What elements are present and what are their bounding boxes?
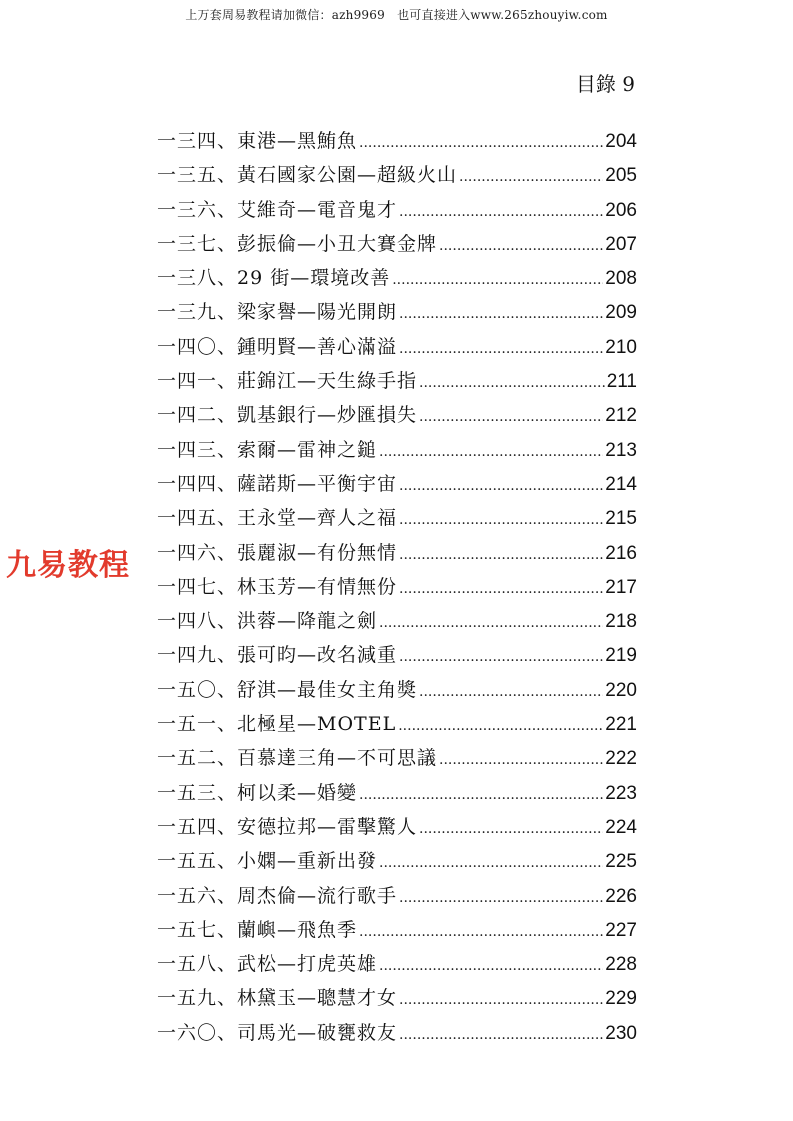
entry-title: 武松—打虎英雄 xyxy=(237,953,378,976)
entry-number: 一四六、 xyxy=(157,541,238,564)
toc-entry[interactable] xyxy=(157,538,637,572)
entry-title: 薩諾斯—平衡宇宙 xyxy=(237,472,398,495)
dot-leader xyxy=(439,238,603,254)
dot-leader xyxy=(399,992,603,1008)
toc-entry[interactable] xyxy=(157,297,637,331)
page-heading: 目錄 9 xyxy=(575,72,635,96)
dot-leader xyxy=(379,855,603,871)
dot-leader xyxy=(399,1027,603,1043)
toc-entry[interactable] xyxy=(157,160,637,194)
dot-leader xyxy=(379,444,603,460)
toc-entry[interactable] xyxy=(157,846,637,880)
entry-page-number: 229 xyxy=(605,988,637,1010)
dot-leader xyxy=(419,684,603,700)
entry-title: 艾維奇—電音鬼才 xyxy=(237,198,398,221)
entry-page-number: 219 xyxy=(605,645,637,667)
entry-number: 一四四、 xyxy=(157,472,238,495)
toc-entry[interactable] xyxy=(157,983,637,1017)
entry-page-number: 225 xyxy=(605,851,637,873)
toc-entry[interactable] xyxy=(157,709,637,743)
entry-number: 一三六、 xyxy=(157,198,238,221)
entry-page-number: 227 xyxy=(605,919,637,941)
entry-title: 梁家譽—陽光開朗 xyxy=(237,301,398,324)
entry-page-number: 211 xyxy=(606,371,637,393)
dot-leader xyxy=(399,649,603,665)
entry-page-number: 206 xyxy=(605,199,637,221)
dot-leader xyxy=(399,478,603,494)
toc-entry[interactable] xyxy=(157,469,637,503)
entry-title: 百慕達三角—不可思議 xyxy=(237,747,438,770)
dot-leader xyxy=(359,924,603,940)
entry-number: 一五九、 xyxy=(157,987,238,1010)
header-watermark: 上万套周易教程请加微信：azh9969 也可直接进入www.265zhouyiw.com xyxy=(185,8,608,22)
entry-number: 一四三、 xyxy=(157,438,238,461)
entry-page-number: 205 xyxy=(605,165,637,187)
entry-number: 一五一、 xyxy=(157,713,238,736)
entry-number: 一四二、 xyxy=(157,404,238,427)
dot-leader xyxy=(399,341,603,357)
toc-entry[interactable] xyxy=(157,435,637,469)
dot-leader xyxy=(439,752,603,768)
entry-title: 莊錦江—天生綠手指 xyxy=(237,370,418,393)
entry-number: 一五七、 xyxy=(157,918,238,941)
toc-entry[interactable] xyxy=(157,881,637,915)
dot-leader xyxy=(419,409,603,425)
entry-number: 一三五、 xyxy=(157,164,238,187)
entry-page-number: 204 xyxy=(605,131,637,152)
side-watermark: 九易教程 xyxy=(6,548,130,583)
toc-entry[interactable] xyxy=(157,743,637,777)
entry-title: 29 街—環境改善 xyxy=(237,267,391,290)
dot-leader xyxy=(399,581,603,597)
dot-leader xyxy=(359,135,603,151)
entry-page-number: 224 xyxy=(605,816,637,838)
entry-number: 一四〇、 xyxy=(157,335,238,358)
entry-page-number: 228 xyxy=(605,954,637,976)
entry-number: 一五〇、 xyxy=(157,678,238,701)
entry-title: 周杰倫—流行歌手 xyxy=(237,884,398,907)
toc-entry[interactable] xyxy=(157,675,637,709)
dot-leader xyxy=(398,718,603,734)
dot-leader xyxy=(399,547,603,563)
entry-title: 安德拉邦—雷擊驚人 xyxy=(237,815,418,838)
entry-page-number: 220 xyxy=(605,679,637,701)
toc-entry[interactable] xyxy=(157,949,637,983)
entry-title: 張麗淑—有份無情 xyxy=(237,541,398,564)
entry-page-number: 226 xyxy=(605,885,637,907)
entry-number: 一五六、 xyxy=(157,884,238,907)
entry-page-number: 218 xyxy=(605,611,637,633)
entry-title: 凱基銀行—炒匯損失 xyxy=(237,404,418,427)
dot-leader xyxy=(419,821,603,837)
toc-entry[interactable] xyxy=(157,606,637,640)
entry-title: 林玉芳—有情無份 xyxy=(237,575,398,598)
entry-title: 北極星—MOTEL xyxy=(237,713,397,736)
toc-entry[interactable] xyxy=(157,503,637,537)
entry-title: 王永堂—齊人之福 xyxy=(237,507,398,530)
toc-entry[interactable] xyxy=(157,195,637,229)
dot-leader xyxy=(399,306,603,322)
dot-leader xyxy=(399,512,603,528)
entry-title: 柯以柔—婚變 xyxy=(237,781,358,804)
entry-title: 舒淇—最佳女主角獎 xyxy=(237,678,418,701)
dot-leader xyxy=(399,204,603,220)
entry-page-number: 215 xyxy=(605,508,637,530)
toc-entry[interactable] xyxy=(157,812,637,846)
entry-title: 司馬光—破甕救友 xyxy=(237,1021,398,1044)
toc-entry[interactable] xyxy=(157,126,637,160)
entry-page-number: 210 xyxy=(605,336,637,358)
entry-page-number: 230 xyxy=(605,1022,637,1044)
toc-entry[interactable] xyxy=(157,366,637,400)
toc-entry[interactable] xyxy=(157,778,637,812)
entry-title: 蘭嶼—飛魚季 xyxy=(237,918,358,941)
entry-title: 鍾明賢—善心滿溢 xyxy=(237,335,398,358)
entry-page-number: 213 xyxy=(605,439,637,461)
entry-title: 小嫻—重新出發 xyxy=(237,850,378,873)
entry-number: 一三八、 xyxy=(157,267,238,290)
entry-number: 一四八、 xyxy=(157,610,238,633)
entry-title: 索爾—雷神之鎚 xyxy=(237,438,378,461)
entry-number: 一四五、 xyxy=(157,507,238,530)
entry-title: 東港—黑鮪魚 xyxy=(237,130,358,152)
entry-number: 一五三、 xyxy=(157,781,238,804)
entry-page-number: 222 xyxy=(605,748,637,770)
entry-page-number: 221 xyxy=(605,714,637,736)
entry-title: 彭振倫—小丑大賽金牌 xyxy=(237,232,438,255)
entry-page-number: 216 xyxy=(605,542,637,564)
toc-entry[interactable] xyxy=(157,229,637,263)
entry-title: 洪蓉—降龍之劍 xyxy=(237,610,378,633)
dot-leader xyxy=(379,958,603,974)
entry-number: 一六〇、 xyxy=(157,1021,238,1044)
dot-leader xyxy=(379,615,603,631)
toc-entry[interactable] xyxy=(157,572,637,606)
toc-entry[interactable] xyxy=(157,263,637,297)
entry-number: 一三四、 xyxy=(157,130,238,152)
entry-number: 一三九、 xyxy=(157,301,238,324)
toc-entry[interactable] xyxy=(157,915,637,949)
dot-leader xyxy=(419,375,605,391)
entry-number: 一四七、 xyxy=(157,575,238,598)
dot-leader xyxy=(359,787,603,803)
entry-page-number: 207 xyxy=(605,233,637,255)
entry-page-number: 209 xyxy=(605,302,637,324)
entry-number: 一四一、 xyxy=(157,370,238,393)
entry-title: 林黛玉—聰慧才女 xyxy=(237,987,398,1010)
entry-page-number: 214 xyxy=(605,473,637,495)
entry-number: 一五二、 xyxy=(157,747,238,770)
toc-entry[interactable] xyxy=(157,332,637,366)
toc-entry[interactable] xyxy=(157,400,637,434)
entry-number: 一五四、 xyxy=(157,815,238,838)
entry-number: 一五五、 xyxy=(157,850,238,873)
toc-entry[interactable] xyxy=(157,1018,637,1052)
table-of-contents xyxy=(157,126,637,1052)
entry-page-number: 217 xyxy=(605,576,637,598)
toc-entry[interactable] xyxy=(157,640,637,674)
entry-number: 一五八、 xyxy=(157,953,238,976)
dot-leader xyxy=(392,272,603,288)
entry-page-number: 223 xyxy=(605,782,637,804)
entry-number: 一三七、 xyxy=(157,232,238,255)
dot-leader xyxy=(459,169,603,185)
entry-title: 張可昀—改名減重 xyxy=(237,644,398,667)
dot-leader xyxy=(399,890,603,906)
entry-number: 一四九、 xyxy=(157,644,238,667)
entry-page-number: 212 xyxy=(605,405,637,427)
entry-title: 黃石國家公園—超級火山 xyxy=(237,164,458,187)
entry-page-number: 208 xyxy=(605,268,637,290)
